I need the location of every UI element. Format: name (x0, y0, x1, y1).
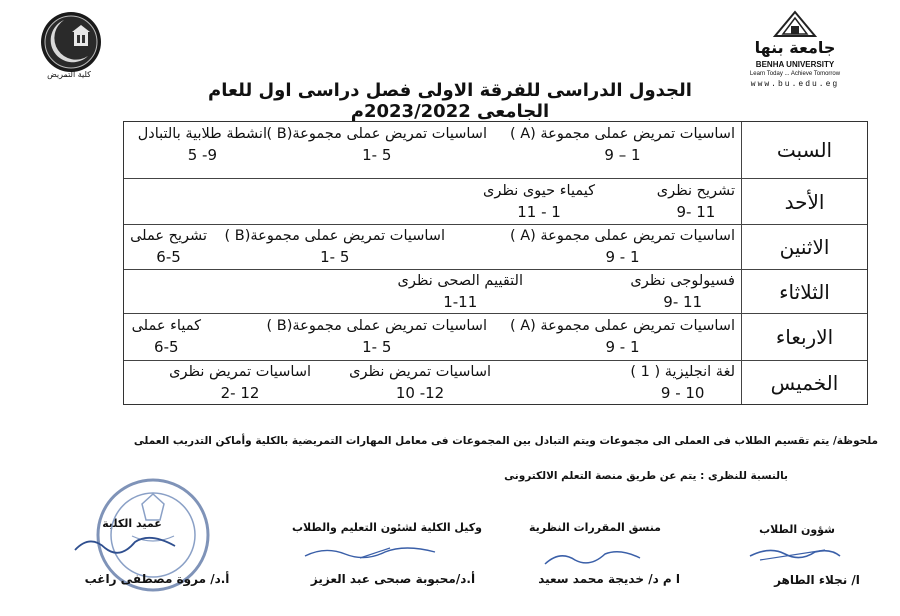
signatory-name: أ.د/محبوبة صبحى عبد العزيز (310, 572, 476, 586)
university-emblem-icon (771, 10, 819, 38)
university-name-english: BENHA UNIVERSITY (755, 60, 835, 69)
session-name: كمياء عملى (131, 318, 201, 334)
session-name: اساسيات تمريض عملى مجموعة (A ) (509, 318, 735, 334)
session-cell (510, 316, 735, 358)
session-name: اساسيات تمريض عملى مجموعة (A ) (509, 126, 735, 142)
table-row (124, 122, 867, 179)
day-cell: السبت (741, 122, 867, 178)
session-name: اساسيات تمريض عملى مجموعة(B ) (224, 228, 445, 244)
session-cell (483, 181, 595, 223)
session-cell (657, 181, 735, 223)
faculty-logo (36, 10, 106, 76)
session-name: انشطة طلابية بالتبادل (137, 126, 267, 142)
faculty-logo-caption: كلية التمريض (47, 70, 91, 79)
session-name: اساسيات تمريض نظرى (169, 364, 311, 380)
session-cell (169, 362, 311, 404)
signatory-name: ا م د/ خديجة محمد سعيد (538, 572, 680, 586)
session-name: تشريح نظرى (656, 183, 735, 199)
day-cell: الخميس (741, 361, 867, 404)
table-row (124, 361, 867, 404)
session-cell (510, 226, 735, 268)
table-row (124, 179, 867, 225)
signature-title: عميد الكلية (102, 517, 162, 530)
university-name-arabic: جامعة بنها (754, 38, 836, 57)
session-time: 12 -2 (220, 384, 260, 402)
session-name: اساسيات تمريض نظرى (349, 364, 491, 380)
session-time: 10 - 9 (660, 384, 705, 402)
session-name: اساسيات تمريض عملى مجموعة(B ) (266, 126, 487, 142)
session-time: 1 - 11 (517, 203, 561, 221)
session-name: اساسيات تمريض عملى مجموعة(B ) (266, 318, 487, 334)
session-cell (630, 362, 735, 404)
signature-scribble (300, 540, 440, 566)
day-cell: الاثنين (741, 225, 867, 269)
session-cell (267, 316, 487, 358)
session-name: التقييم الصحى نظرى (397, 273, 523, 289)
note-groups: ملحوظة/ يتم تقسيم الطلاب فى العملى الى مجموعات ويتم التبادل بين المجموعات فى معامل المهارات التمريضية بالكلية وأماكن التدريب العملى (133, 435, 878, 447)
session-cell (132, 316, 201, 358)
schedule-table (123, 121, 868, 405)
day-cell: الثلاثاء (741, 270, 867, 313)
note-theory: بالنسبة للنظرى : يتم عن طريق منصة التعلم الالكترونى (504, 470, 788, 482)
session-time: 1 – 9 (604, 146, 641, 164)
session-cell (138, 124, 267, 166)
table-row (124, 270, 867, 314)
session-time: 11 -9 (676, 203, 716, 221)
signature-scribble (745, 538, 845, 568)
signature-title: وكيل الكلية لشئون التعليم والطلاب (292, 521, 482, 534)
session-time: 5 -1 (362, 338, 392, 356)
signature-scribble (540, 544, 650, 572)
page-title: الجدول الدراسى للفرقة الاولى فصل دراسى اول للعام الجامعى 2023/2022م (208, 80, 692, 122)
session-cell (397, 271, 523, 313)
session-cell (267, 124, 487, 166)
day-cell: الأحد (741, 179, 867, 224)
session-time: 5 -1 (362, 146, 392, 164)
table-row (124, 225, 867, 270)
session-time: 6-5 (154, 338, 179, 356)
session-name: فسيولوجى نظرى (630, 273, 735, 289)
session-time: 11 -9 (663, 293, 703, 311)
session-name: اساسيات تمريض عملى مجموعة (A ) (509, 228, 735, 244)
table-row (124, 314, 867, 361)
session-time: 1 - 9 (605, 248, 640, 266)
signatory-name: ا/ نجلاء الطاهر (774, 573, 860, 587)
signature-title: منسق المقررات النظرية (528, 521, 661, 534)
session-time: 12- 10 (395, 384, 445, 402)
signature-scribble (70, 530, 180, 564)
day-cell: الاربعاء (741, 314, 867, 360)
session-time: 1 - 9 (605, 338, 640, 356)
session-time: 9- 5 (187, 146, 217, 164)
session-cell (130, 226, 207, 268)
session-name: لغة انجليزية ( 1 ) (630, 364, 735, 380)
signature-title: شؤون الطلاب (759, 523, 835, 536)
session-cell (225, 226, 445, 268)
session-cell (510, 124, 735, 166)
session-time: 6-5 (156, 248, 181, 266)
university-tagline: Learn Today ... Achieve Tomorrow (749, 71, 841, 77)
session-cell (630, 271, 735, 313)
session-time: 1-11 (443, 293, 478, 311)
session-time: 5 -1 (320, 248, 350, 266)
session-name: كيمياء حيوى نظرى (483, 183, 595, 199)
university-website: www.bu.edu.eg (750, 80, 840, 89)
session-cell (349, 362, 491, 404)
university-logo (735, 8, 855, 98)
session-name: تشريح عملى (130, 228, 207, 244)
signatory-name: أ.د/ مروة مصطفى راغب (84, 572, 230, 586)
